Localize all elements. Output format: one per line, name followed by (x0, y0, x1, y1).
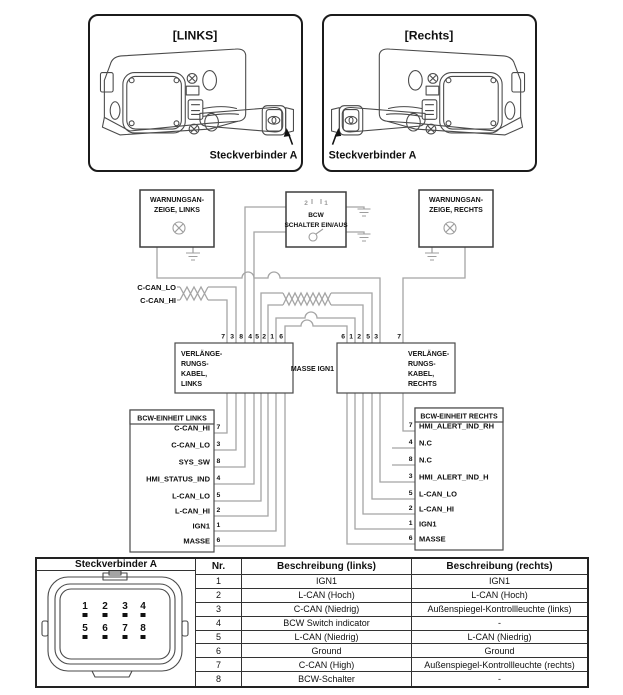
unit-left-signal: C-CAN_HI (174, 423, 210, 433)
switch-line1: BCW (308, 212, 324, 219)
table-cell-links: BCW Switch indicator (242, 617, 412, 631)
table-cell-nr: 5 (196, 631, 242, 645)
table-cell-links: L-CAN (Hoch) (242, 589, 412, 603)
bcw-unit-right-title: BCW-EINHEIT RECHTS (420, 413, 498, 421)
warning-indicator-left-box (140, 190, 214, 247)
table-cell-links: L-CAN (Niedrig) (242, 631, 412, 645)
unit-left-pin: 6 (216, 537, 221, 544)
unit-left-signal: L-CAN_HI (175, 506, 210, 516)
table-cell-links: Ground (242, 644, 412, 658)
unit-left-signal: IGN1 (192, 521, 210, 531)
unit-left-pin: 2 (216, 507, 221, 514)
ext-right-pin: 2 (357, 333, 361, 341)
unit-left-pin: 4 (216, 475, 221, 482)
ext-right-line: RUNGS- (408, 361, 436, 368)
unit-right-pin: 6 (408, 535, 413, 542)
ext-left-pin: 1 (270, 333, 274, 341)
ext-left-pin: 7 (221, 333, 225, 341)
unit-right-signal: IGN1 (419, 519, 437, 529)
conn-pin-6: 6 (102, 623, 108, 634)
mirror-illustration-panel-left (88, 14, 303, 172)
unit-right-signal: HMI_ALERT_IND_H (419, 472, 489, 482)
ext-right-pin: 6 (341, 333, 345, 341)
ccan-hi-label: C-CAN_HI (140, 296, 176, 305)
unit-right-pin: 4 (408, 439, 413, 446)
ext-right-pin-7: 7 (397, 333, 401, 341)
warning-left-line1: WARNUNGSAN- (149, 197, 205, 204)
table-cell-nr: 2 (196, 589, 242, 603)
col-header-nr: Nr. (196, 559, 242, 575)
ext-left-pin: 3 (230, 333, 234, 341)
table-cell-rechts: IGN1 (412, 575, 587, 589)
unit-left-pin: 3 (216, 441, 221, 448)
connector-a-label-left: Steckverbinder A (209, 149, 298, 162)
ext-right-pin: 3 (374, 333, 378, 341)
connector-pin-numbers (82, 601, 146, 639)
unit-left-signal: HMI_STATUS_IND (146, 474, 210, 484)
table-cell-rechts: Außenspiegel-Kontrollleuchte (links) (412, 603, 587, 617)
warning-right-line2: ZEIGE, RECHTS (429, 207, 483, 214)
ext-right-pin: 5 (366, 333, 370, 341)
table-cell-links: C-CAN (Niedrig) (242, 603, 412, 617)
unit-left-pin: 7 (216, 424, 221, 431)
unit-right-signal: L-CAN_HI (419, 504, 454, 514)
unit-right-pin: 7 (408, 422, 413, 429)
ext-right-line: VERLÄNGE- (408, 351, 450, 358)
conn-pin-3: 3 (122, 601, 128, 612)
col-header-rechts: Beschreibung (rechts) (412, 559, 587, 575)
switch-pin-2: 2 (304, 200, 308, 207)
warning-right-line1: WARNUNGSAN- (428, 197, 484, 204)
table-cell-nr: 4 (196, 617, 242, 631)
unit-right-signal: MASSE (419, 534, 446, 544)
ext-left-pin: 6 (279, 333, 283, 341)
table-cell-rechts: Außenspiegel-Kontrollleuchte (rechts) (412, 658, 587, 672)
ext-left-pin: 4 (248, 333, 252, 341)
unit-left-signal: C-CAN_LO (171, 440, 210, 450)
arrow-to-connector-left (284, 128, 293, 145)
masse-ign1-label: MASSE IGN1 (290, 366, 334, 373)
conn-pin-4: 4 (140, 601, 146, 612)
ext-right-line: RECHTS (408, 381, 437, 388)
col-header-links: Beschreibung (links) (242, 559, 412, 575)
switch-line2: SCHALTER EIN/AUS (284, 222, 348, 229)
extension-cable-right-box (337, 343, 455, 393)
conn-pin-7: 7 (122, 623, 128, 634)
table-cell-nr: 6 (196, 644, 242, 658)
bcw-switch-box (284, 192, 348, 247)
unit-right-pin: 1 (408, 520, 413, 527)
ext-left-line: LINKS (181, 381, 202, 388)
unit-right-signal: HMI_ALERT_IND_RH (419, 421, 495, 431)
ext-right-line: KABEL, (408, 371, 435, 378)
ext-left-line: VERLÄNGE- (181, 351, 223, 358)
ext-left-line: KABEL, (181, 371, 208, 378)
switch-pin-1: 1 (324, 200, 328, 207)
connector-a-label-right: Steckverbinder A (328, 149, 417, 162)
ext-left-pin: 5 (255, 333, 259, 341)
description-grid (196, 559, 587, 686)
unit-left-pin: 8 (216, 458, 221, 465)
table-cell-links: C-CAN (High) (242, 658, 412, 672)
unit-left-pin: 5 (216, 492, 221, 499)
arrow-to-connector-right (333, 128, 342, 145)
unit-right-signal: N.C (419, 455, 432, 465)
unit-left-signal: SYS_SW (178, 457, 210, 467)
table-cell-nr: 8 (196, 672, 242, 686)
connector-column-header: Steckverbinder A (37, 559, 195, 571)
mirror-illustration-panel-right (322, 14, 537, 172)
unit-right-signal: L-CAN_LO (419, 489, 457, 499)
unit-left-signal: MASSE (183, 536, 210, 546)
ext-left-pin: 8 (239, 333, 243, 341)
table-cell-nr: 3 (196, 603, 242, 617)
table-cell-rechts: L-CAN (Hoch) (412, 589, 587, 603)
ext-left-pin: 2 (262, 333, 266, 341)
mirror-art-left (90, 16, 301, 170)
conn-pin-5: 5 (82, 623, 88, 634)
table-cell-rechts: Ground (412, 644, 587, 658)
conn-pin-8: 8 (140, 623, 146, 634)
ccan-lo-label: C-CAN_LO (137, 283, 176, 292)
table-cell-rechts: L-CAN (Niedrig) (412, 631, 587, 645)
bcw-unit-left-title: BCW-EINHEIT LINKS (137, 415, 207, 423)
ext-left-line: RUNGS- (181, 361, 209, 368)
warning-left-line2: ZEIGE, LINKS (154, 207, 200, 214)
wiring-schematic (0, 178, 623, 558)
unit-left-signal: L-CAN_LO (172, 491, 210, 501)
table-cell-links: BCW-Schalter (242, 672, 412, 686)
table-cell-nr: 1 (196, 575, 242, 589)
conn-pin-2: 2 (102, 601, 108, 612)
unit-right-signal: N.C (419, 438, 432, 448)
panel-right-title: [Rechts] (404, 28, 454, 43)
table-cell-rechts: - (498, 674, 501, 685)
connector-pin-table (35, 557, 589, 688)
table-cell-links: IGN1 (242, 575, 412, 589)
panel-left-title: [LINKS] (172, 28, 218, 43)
table-cell-rechts: - (412, 617, 587, 631)
conn-pin-1: 1 (82, 601, 88, 612)
connector-face-drawing (37, 571, 195, 688)
extension-cable-left-box (175, 343, 293, 393)
mirror-art-right (324, 16, 535, 170)
unit-right-pin: 3 (408, 473, 413, 480)
ext-right-pin: 1 (349, 333, 353, 341)
table-cell-nr: 7 (196, 658, 242, 672)
unit-right-pin: 2 (408, 505, 413, 512)
connector-column (37, 559, 196, 686)
unit-left-pin: 1 (216, 522, 221, 529)
unit-right-pin: 8 (408, 456, 413, 463)
unit-right-pin: 5 (408, 490, 413, 497)
warning-indicator-right-box (419, 190, 493, 247)
